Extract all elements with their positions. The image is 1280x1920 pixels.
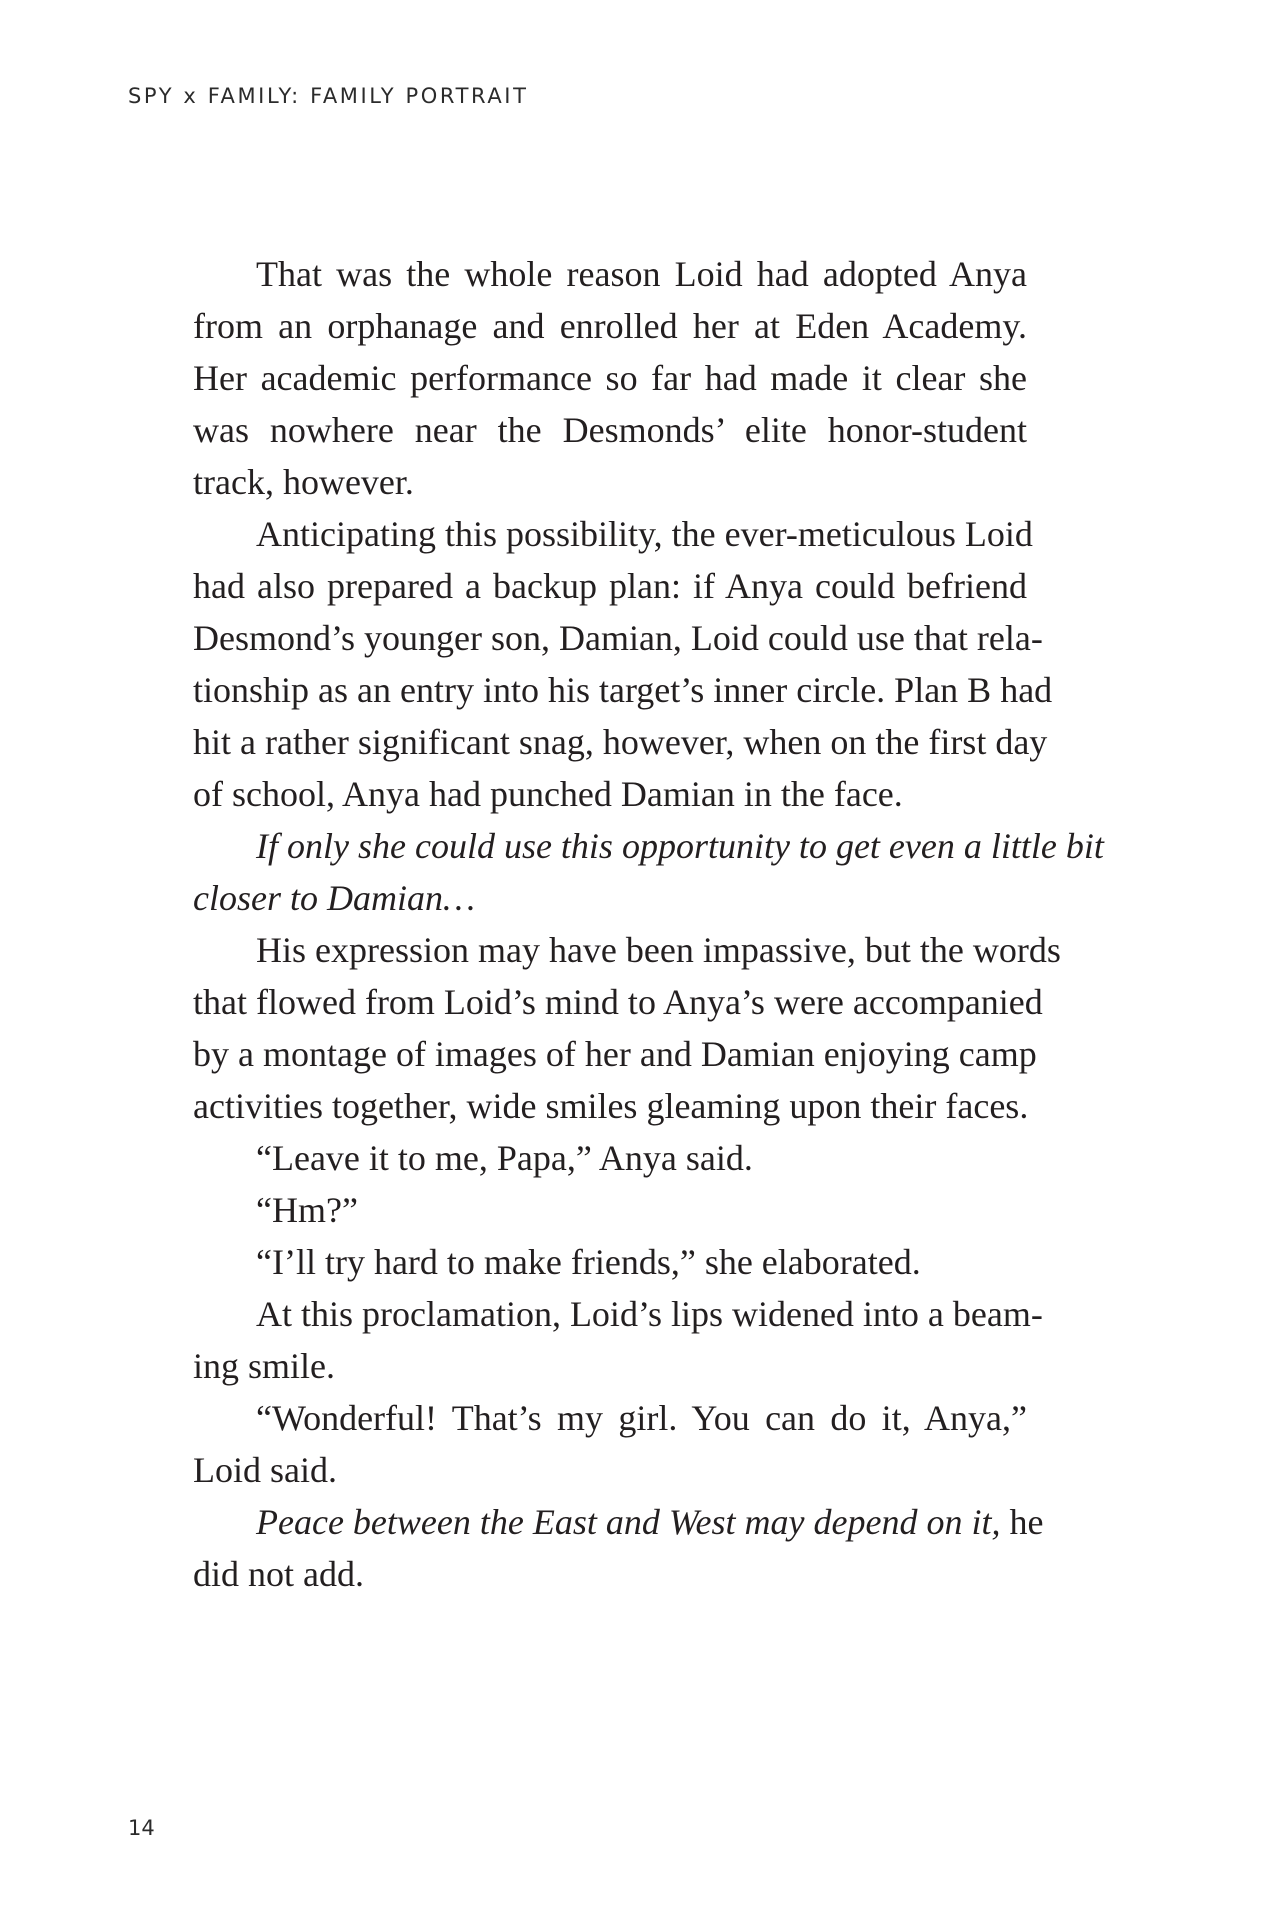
text-line: hit a rather significant snag, however, when on the first day	[193, 722, 1048, 762]
text-line: had also prepared a backup plan: if Anya could befriend	[193, 566, 1027, 606]
page-number: 14	[128, 1816, 155, 1840]
text-line: from an orphanage and enrolled her at Eden Academy.	[193, 306, 1027, 346]
text-line-italic: If only she could use this opportunity to get even a little bit	[256, 826, 1104, 866]
text-line: by a montage of images of her and Damian enjoying camp	[193, 1034, 1037, 1074]
roman-span: he	[1009, 1502, 1044, 1542]
italic-span: Peace between the East and West may depend on it,	[256, 1502, 1001, 1542]
text-line: that flowed from Loid’s mind to Anya’s were accompanied	[193, 982, 1043, 1022]
text-line: tionship as an entry into his target’s inner circle. Plan B had	[193, 670, 1053, 710]
text-line: That was the whole reason Loid had adopted Anya	[256, 254, 1027, 294]
text-line: did not add.	[193, 1554, 364, 1594]
text-line: ing smile.	[193, 1346, 335, 1386]
text-line: Desmond’s younger son, Damian, Loid could use that rela-	[193, 618, 1043, 658]
body-text	[193, 248, 1104, 1600]
text-line: Loid said.	[193, 1450, 337, 1490]
text-line: track, however.	[193, 462, 414, 502]
text-line: of school, Anya had punched Damian in the face.	[193, 774, 903, 814]
text-line: “Hm?”	[256, 1190, 358, 1230]
text-line-italic: closer to Damian…	[193, 878, 475, 918]
text-line: His expression may have been impassive, but the words	[256, 930, 1061, 970]
text-line-mixed	[193, 1496, 1044, 1548]
text-line: “I’ll try hard to make friends,” she elaborated.	[256, 1242, 921, 1282]
text-line: Her academic performance so far had made it clear she	[193, 358, 1027, 398]
text-line: was nowhere near the Desmonds’ elite honor-student	[193, 410, 1027, 450]
text-line: At this proclamation, Loid’s lips widened into a beam-	[256, 1294, 1043, 1334]
text-line: “Leave it to me, Papa,” Anya said.	[256, 1138, 753, 1178]
text-line: Anticipating this possibility, the ever-meticulous Loid	[256, 514, 1033, 554]
text-line: activities together, wide smiles gleaming upon their faces.	[193, 1086, 1029, 1126]
running-head: SPY x FAMILY: FAMILY PORTRAIT	[128, 84, 529, 108]
text-line: “Wonderful! That’s my girl. You can do it, Anya,”	[256, 1398, 1027, 1438]
